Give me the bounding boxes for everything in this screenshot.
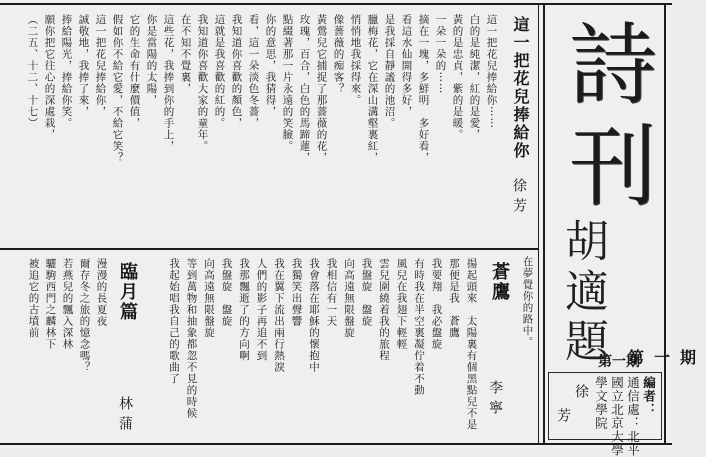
masthead-divider-2 bbox=[538, 3, 539, 445]
poem1-line-13: 你的意思，我猜得， bbox=[264, 14, 277, 118]
editor-line-1: 通信處：北平 bbox=[625, 376, 641, 457]
poem3-line-4: 被追它的古墳前 bbox=[27, 258, 40, 339]
poem1-line-26: 願你把它往心的深處栽， bbox=[43, 14, 56, 141]
editor-label: 編者： bbox=[641, 376, 657, 417]
poem1-line-17: 我知道你喜歡大家的童年。 bbox=[196, 14, 209, 152]
right-border bbox=[664, 3, 666, 445]
poem1-line-8: 悄悄地我採得來。 bbox=[349, 14, 362, 106]
poem2-line-18: 我起始唱我自己的歌曲了 bbox=[168, 258, 180, 385]
poem3-line-0: 漫漫的長夏夜 bbox=[95, 258, 108, 327]
poem3-line-3: 驪駒西門之麟林下 bbox=[44, 258, 57, 350]
poem1-line-18: 在不知不覺裏， bbox=[179, 14, 192, 95]
poem1-line-6: 是我採自靜謐的池沼。 bbox=[383, 14, 396, 129]
poem1-line-1: 白的是純潔，紅的是愛， bbox=[468, 14, 481, 141]
poem1-line-25: 捧給陽光，捧給你笑。 bbox=[60, 14, 73, 129]
poem2-line-15: 我盤旋 盤旋 bbox=[220, 258, 233, 327]
poem2-line-1: 揚起頭來 太陽裏有個黑點兒不是 bbox=[465, 258, 478, 431]
poem1-line-20: 你是當陽的太陽， bbox=[145, 14, 158, 106]
poem2-line-2: 那便是我 蒼鷹 bbox=[448, 258, 460, 339]
poem2-line-17: 等到萬物和抽象都忽不見的時候 bbox=[185, 258, 198, 419]
poem1-line-7: 臘梅花，它在深山溝壑裏紅， bbox=[366, 14, 379, 164]
poem2-line-13: 人們的影子再追不到 bbox=[255, 258, 268, 362]
editor-line-3: 學文學院 bbox=[593, 376, 609, 430]
poem2-line-11: 我獨笑出聲響 bbox=[290, 258, 303, 327]
poem2-line-16: 向高遠無限盤旋 bbox=[203, 258, 215, 339]
editor-name-2: 芳 bbox=[555, 408, 571, 423]
poem1-title: 這一把花兒捧給你 bbox=[511, 16, 530, 160]
issue-prefix: 第一期 bbox=[598, 354, 640, 370]
poem1-line-23: 這一把花兒捧給你， bbox=[94, 14, 107, 118]
poem1-line-15: 我知道你喜歡的顏色， bbox=[230, 14, 243, 129]
issue-number: 第一期 bbox=[628, 348, 706, 367]
poem1-line-21: 它的生命有什麼價值， bbox=[128, 14, 141, 129]
poem1-line-0: 這一把花兒捧給你⋯⋯ bbox=[485, 14, 498, 129]
poem1-author: 徐芳 bbox=[511, 178, 527, 218]
poem1-line-4: 摘在一塊，多鮮明 多好看， bbox=[417, 14, 430, 164]
poem2-author: 李寧 bbox=[487, 380, 503, 420]
poem1-line-12: 點綴著那一片永遠的笑臉。 bbox=[281, 14, 294, 152]
poem2-line-3: 我要翔 我必盤旋 bbox=[430, 258, 443, 350]
poem1-line-16: 這就是我喜歡的紅的。 bbox=[213, 14, 226, 129]
poem1-line-9: 像薔薇的痴客？ bbox=[332, 14, 345, 95]
poem1-line-24: 誠敬地，我捧了來， bbox=[77, 14, 90, 118]
top-border bbox=[0, 3, 672, 5]
editor-line-2: 國立北京大學 bbox=[609, 376, 625, 457]
poem2-line-0: 在夢覺你的路中。 bbox=[521, 256, 534, 348]
poem3-author: 林蒲 bbox=[117, 396, 133, 436]
poem3-title: 臨月篇 bbox=[117, 262, 138, 322]
poem3-line-2: 若燕兒的飄入深林 bbox=[61, 258, 74, 350]
calligraphy-inscription: 胡適題 bbox=[557, 218, 608, 368]
poem2-line-7: 我盤旋 盤旋 bbox=[360, 258, 373, 327]
issue-label bbox=[598, 355, 640, 369]
poem2-line-6: 雲兒圍繞着我的旅程 bbox=[378, 258, 390, 362]
masthead-divider bbox=[543, 3, 545, 445]
poem3-line-1: 爾存冬之旅的憶念嗎？ bbox=[78, 258, 91, 373]
poem1-line-19: 這些花，我捧到你的手上， bbox=[162, 14, 175, 152]
poem1-line-2: 黃的是忠貞，紫的是暖。 bbox=[451, 14, 464, 141]
editor-name-1: 徐 bbox=[573, 384, 589, 399]
poem2-line-14: 我那飄逝了的方向啊 bbox=[238, 258, 250, 362]
poem2-line-12: 我在翼下流出兩行熱淚 bbox=[273, 258, 285, 373]
section-divider bbox=[0, 248, 538, 250]
poem1-line-10: 黃鶯兒它捕捉了那薔薇的花， bbox=[315, 14, 328, 164]
poem1-line-3: 一朵一朵的⋯⋯ bbox=[434, 14, 447, 95]
poem2-line-8: 向高遠無限盤旋 bbox=[343, 258, 355, 339]
poem2-line-9: 我相信有一天 bbox=[325, 258, 338, 327]
poem2-title: 蒼鷹 bbox=[489, 262, 510, 302]
bottom-border bbox=[0, 443, 672, 445]
poem1-line-11: 玫瑰，百合，白色的馬蹄蓮， bbox=[298, 14, 311, 164]
poem1-line-22: 假如你不給它愛，不給它笑？ bbox=[111, 14, 124, 164]
poem1-line-27: （二五、十二、十七） bbox=[26, 14, 39, 129]
poem2-line-4: 有時我在半空裏凝佇着不動 bbox=[413, 258, 425, 396]
poem2-line-10: 我會落在耶穌的懷抱中 bbox=[308, 258, 320, 373]
poem2-line-5: 風兒在我翅下輕輕 bbox=[395, 258, 408, 350]
poem1-line-5: 看這水仙開得多好， bbox=[400, 14, 413, 118]
masthead-title: 詩刊 bbox=[555, 18, 658, 222]
poem1-line-14: 看，這一朵淡色冬薔， bbox=[247, 14, 260, 129]
